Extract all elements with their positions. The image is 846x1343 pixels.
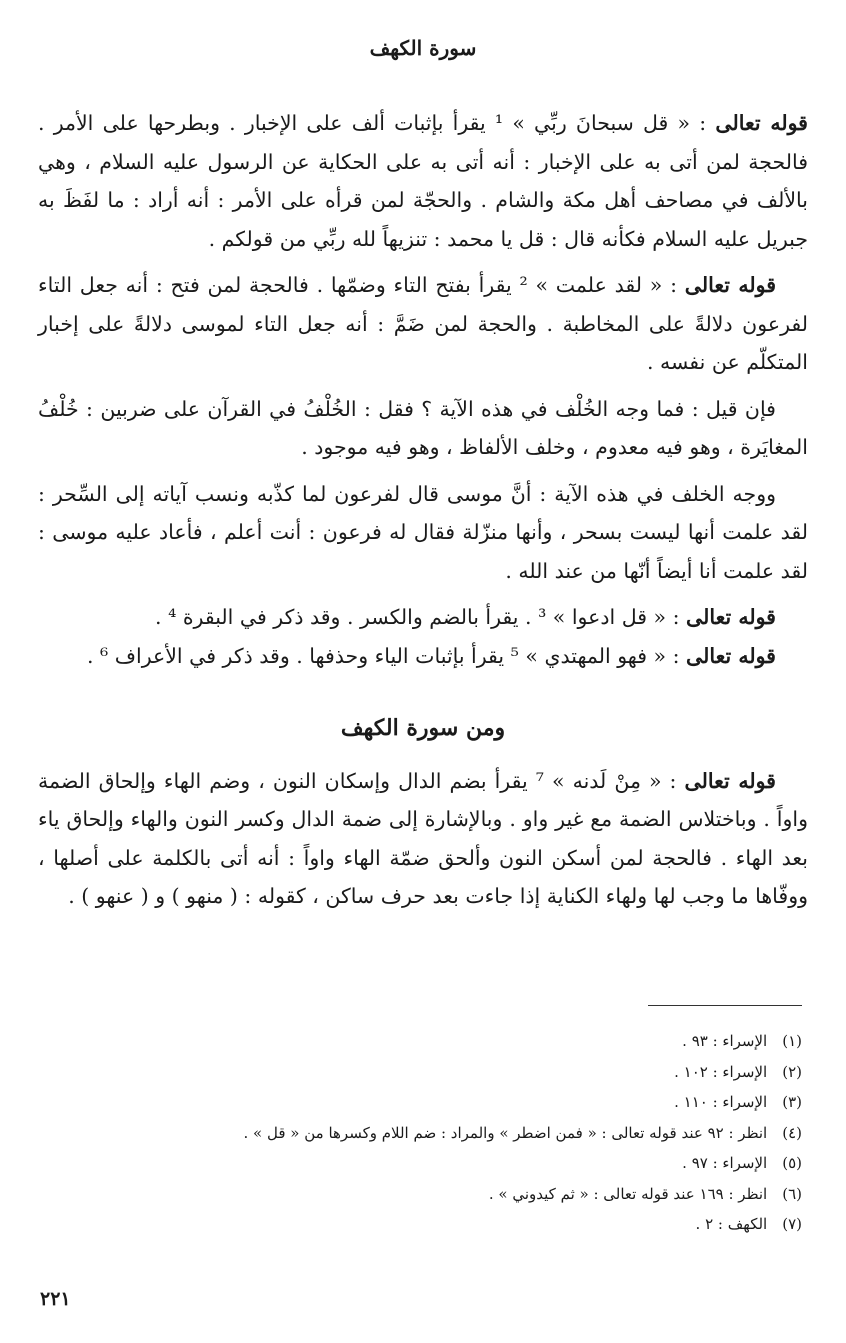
footnote-number: (٢): [782, 1062, 802, 1081]
footnote-number: (٥): [782, 1154, 802, 1172]
paragraph-text: ووجه الخلف في هذه الآية : أنَّ موسى قال لفرعون لما كذّبه ونسب آياته إلى السِّحر : لقد علمت أنها ليست بسحر ، وأنها منزّلة فقال له فرعون : أنت أعلم ، فأعاد عليه موسى : لقد علمت أنا أيضاً أنّها من عند الله .: [38, 481, 808, 583]
footnote-item: [40, 1087, 802, 1118]
paragraph-khulf-explanation: [38, 475, 808, 591]
paragraph-text: فإن قيل : فما وجه الخُلْف في هذه الآية ؟ فقل : الخُلْفُ في القرآن على ضربين : خُلْفُ المغايَرة ، وهو فيه معدوم ، وخلف الألفاظ ، وهو فيه موجود .: [38, 396, 808, 459]
body-text: [38, 104, 808, 924]
footnote-item: [40, 1026, 802, 1057]
footnote-text: انظر : ٩٢ عند قوله تعالى : « فمن اضطر » والمراد : ضم اللام وكسرها من « قل » .: [243, 1123, 768, 1142]
footnote-number: (٤): [782, 1123, 802, 1142]
paragraph-alimta: [38, 266, 808, 382]
footnote-text: الإسراء : ١١٠ .: [674, 1093, 768, 1111]
footnote-item: [40, 1179, 802, 1210]
footnote-number: (٧): [782, 1215, 802, 1233]
paragraph-text: : « لقد علمت » ² يقرأ بفتح التاء وضمّها . فالحجة لمن فتح : أنه جعل التاء لفرعون دلالةً على المخاطبة . والحجة لمن ضَمَّ : أنه جعل التاء لموسى دلالةً على إخبار المتكلّم عن نفسه .: [38, 273, 808, 374]
footnote-item: [40, 1057, 802, 1088]
verse-label: قوله تعالى: [686, 605, 776, 629]
verse-label: قوله تعالى: [715, 111, 808, 135]
footnote-item: [40, 1118, 802, 1149]
footnote-number: (١): [782, 1032, 802, 1050]
footnotes: [40, 1026, 802, 1240]
paragraph-subhan: [38, 104, 808, 258]
line-text: : « فهو المهتدي » ⁵ يقرأ بإثبات الياء وحذفها . وقد ذكر في الأعراف ⁶ .: [86, 643, 687, 668]
footnote-item: [40, 1209, 802, 1240]
footnote-text: الإسراء : ٩٣ .: [682, 1032, 768, 1050]
footnote-number: (٣): [782, 1093, 802, 1111]
paragraph-khulf-question: [38, 390, 808, 467]
footnote-text: انظر : ١٦٩ عند قوله تعالى : « ثم كيدوني » .: [488, 1184, 768, 1203]
page-number: ٢٢١: [40, 1288, 71, 1310]
verse-label: قوله تعالى: [684, 768, 776, 793]
line-muhtadi: [38, 637, 808, 676]
footnote-divider: [648, 1005, 802, 1006]
footnote-text: الإسراء : ٩٧ .: [682, 1154, 768, 1172]
line-text: : « قل ادعوا » ³ . يقرأ بالضم والكسر . وقد ذكر في البقرة ⁴ .: [155, 605, 687, 629]
paragraph-text: : « مِنْ لَدنه » ⁷ يقرأ بضم الدال وإسكان النون ، وضم الهاء وإلحاق الضمة واواً . وباختلاس الضمة مع غير واو . وبالإشارة إلى ضمة الدال وكسر النون والهاء وإلحاق ياء بعد الهاء . فالحجة لمن أسكن النون وألحق ضمّة الهاء واواً : أنه أتى بالكلمة على أصلها ، ووفّاها ما وجب لها ولهاء الكناية إذا جاءت بعد حرف ساكن ، كقوله : ( منهو ) و ( عنهو ) .: [38, 768, 808, 908]
paragraph-text: : « قل سبحانَ ربِّي » ¹ يقرأ بإثبات ألف على الإخبار . وبطرحها على الأمر . فالحجة لمن أتى به على الإخبار : أنه أتى به على الحكاية عن الرسول عليه السلام ، وهي بالألف في مصاحف أهل مكة والشام . والحجّة لمن قرأه على الأمر : أنه أراد : ما لفَظَ به جبريل عليه السلام فكأنه قال : قل يا محمد : تنزيهاً لله ربِّي من قولكم .: [38, 111, 808, 251]
footnote-text: الإسراء : ١٠٢ .: [674, 1062, 768, 1081]
verse-label: قوله تعالى: [684, 273, 776, 297]
verse-label: قوله تعالى: [686, 643, 776, 668]
line-udu: [38, 598, 808, 637]
running-head: سورة الكهف: [369, 36, 477, 60]
section-title: ومن سورة الكهف: [340, 715, 506, 741]
footnote-item: [40, 1148, 802, 1179]
footnote-text: الكهف : ٢ .: [695, 1215, 768, 1233]
footnote-number: (٦): [782, 1184, 802, 1203]
paragraph-ladunhu: [38, 762, 808, 916]
